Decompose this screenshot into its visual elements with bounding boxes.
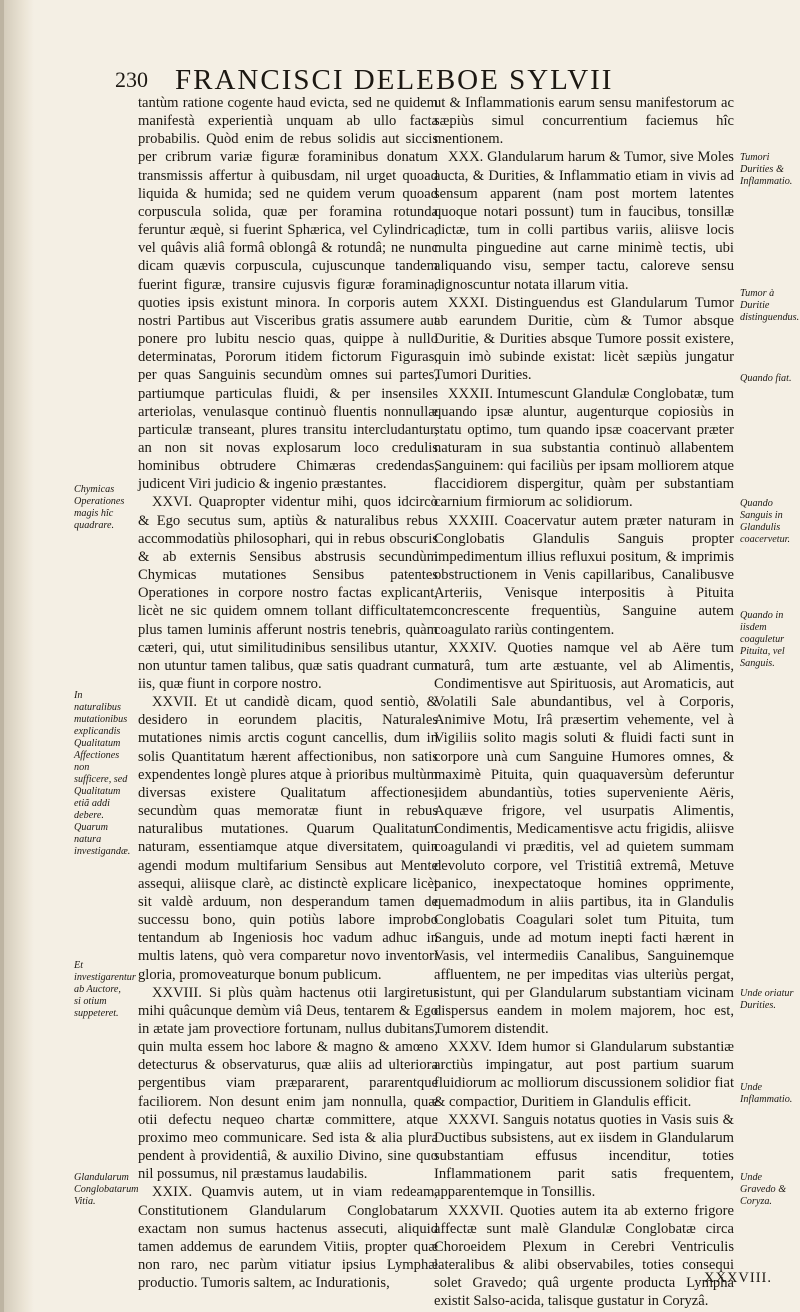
paragraph-text: Quamvis autem, ut in viam redeam, Constitutionem Glandularum Conglobatarum exactam non sumus hactenus assecuti, aliquid tamen addemus de earundem Vitiis, propter quæ non raro, nec parùm vitiatur ipsius Lymphæ productio. Tumoris saltem, ac Indurationis, — [138, 1184, 438, 1292]
section-number: XXXVI. — [448, 1111, 499, 1128]
margin-note: Et investigarentur ab Auctore, si otium suppeteret. — [74, 960, 136, 1019]
paragraph-text: tantùm ratione cogente haud evicta, sed ne quidem manifestà experientià unquam ab ullo facta probabilis. Quòd enim de rebus solidis aut siccis per cribrum variæ figuræ foraminibus donatum transmissis affertur à quibusdam, nil urget quoad liquida & humida; sed ne quidem verum quoad corpuscula solida, quæ per foramina rotunda feruntur æquè, si fuerint Sphærica, vel Cylindrica, vel quâvis aliâ formâ oblongâ & rotundâ; ne nunc dicam quævis corpuscula, cujuscunque tandem fuerint figuræ, transire cujusvis figuræ foramina, quoties ipsis existunt minora. In corporis autem nostri Partibus aut Visceribus gratis assumere aut ponere pro lubitu nescio quas, quippe à nullo determinatas, Pororum itidem fictorum Figuras, per quas Sanguinis secundùm omnes sui partes, partiumque particulas fluidi, & per insensiles arteriolas, venulasque continuò fluentis nonnullæ particulæ transeant, plures transitu intercludantur, an non sit novas explosarum loco credulis hominibus obtrudere Chimæras credendas, judicent Viri judicio & ingenio præstantes. — [138, 95, 438, 493]
running-head: FRANCISCI DELEBOE SYLVII — [175, 63, 614, 96]
paragraph-text: Intumescunt Glandulæ Conglobatæ, tum quando ipsæ aluntur, augenturque copiosiùs in statu optimo, tum quando ipsæ coacervant præter naturam in sua substantia continuò allabentem Sanguinem: qui faciliùs per ipsam molliorem atque flaccidiorem dispergitur, quàm per substantiam carnium firmiorum ac solidiorum. — [434, 385, 734, 511]
paragraph-text: Distinguendus est Glandularum Tumor ab earundem Duritie, cùm & Tumor absque Duritie, & Durities absque Tumore possit existere, quin imò subinde existat: licèt sæpiùs jungatur Tumori Durities. — [434, 294, 734, 384]
margin-note: Tumori Durities & Inflammatio. — [740, 152, 793, 187]
margin-note: Quando in iisdem coaguletur Pituita, vel Sanguis. — [740, 610, 785, 669]
margin-note: Unde Gravedo & Coryza. — [740, 1172, 787, 1207]
section-number: XXXIII. — [448, 512, 498, 529]
section-number: XXVIII. — [152, 984, 202, 1001]
section-number: XXVII. — [152, 694, 197, 711]
paragraph — [434, 385, 734, 512]
margin-note: Chymicas Operationes magis hîc quadrare. — [74, 484, 125, 531]
paragraph-text: Quoties namque vel ab Aëre tum naturâ, tum arte æstuante, vel ab Alimentis, Condimentisve aut Spirituosis, aut Aromaticis, aut Volatili Sale abundantibus, vel à Corporis, Animive Motu, Irâ præsertim vehemente, vel à Vigiliis solito magis soluti & fluidi facti sunt in corpore unà cum Sanguine Humores omnes, & maximè Pituita, quin quaquaversùm deferuntur iidem abundantiùs, toties superveniente Aëris, Aquæve frigore, vel usurpatis Alimentis, Condimentis, Medicamentisve actu frigidis, aliisve coagulandi vi præditis, vel ad quietem summam devoluto corpore, vel Tristitiâ extremâ, Metuve panico, inexpectatoque homines opprimente, quemadmodum in aliis partibus, ita in Glandulis Conglobatis Coagulari solet tum Pituita, tum Sanguis, unde ad motum inepti facti hærent in Vasis, vel intermediis Canalibus, Sanguinemque affluentem, ne per impeditas vias ulteriùs pergat, sistunt, qui per Glandularum substantiam vicinam dispersus eandem in molem majorem, hoc est, Tumorem distendit. — [434, 639, 734, 1037]
margin-note: Glandularum Conglobatarum Vitia. — [74, 1172, 139, 1207]
paragraph-text: Et ut candidè dicam, quod sentiò, & desidero in eorundem placitis, Naturales mutationes nimis arctis cogunt cancellis, dum in solis Quantitatum hærent affectionibus, non satis expendentes longè plures atque à prioribus multùm diversas existere Qualitatum affectiones, secundùm quas memoratæ fiunt in rebus naturalibus mutationes. Quarum Qualitatum naturam, essentiamque atque diversitatem, quin agendi modum multifarium Sensibus aut Mente assequi, aliisque clarè, ac distinctè explicare licèt sit valdè arduum, non desperandum tamen de successu bono, quin potiùs labore improbo tentandum ab Ingeniosis hoc vadum adhuc in multis latens, quò vera comparetur novo inventori gloria, promoveaturque bonum publicum. — [138, 694, 438, 983]
section-number: XXIX. — [152, 1184, 193, 1201]
paragraph — [434, 294, 734, 385]
paragraph-text: Si plùs quàm hactenus otii largiretur mihi quâcunque demùm viâ Deus, tentarem & Ego in ætate jam provectiore fortunam, nullus dubitans, quin multa essem hoc labore & magno & amœno detecturus & observaturus, quæ aliis ad ulteriora pergentibus viam præpararent, pararentque faciliorem. Non desunt enim jam nonnulla, quæ otii defectu nequeo chartæ committere, atque proximo meo communicare. Sed ista & alia plura pendent à providentiâ, & auxilio Divino, sine quo nil possumus, nil præstamus laudabilis. — [138, 984, 438, 1183]
section-number: XXXV. — [448, 1039, 492, 1056]
section-number: XXXVII. — [448, 1202, 504, 1219]
margin-note: Unde Inflammatio. — [740, 1082, 793, 1105]
paragraph-text: Coacervatur autem præter naturam in Conglobatis Glandulis Sanguis propter impedimentum illius refluxui positum, & imprimis obstructionem in Venis capillaribus, Canalibusve Arteriis, Venisque interpositis à Pituita concrescente frequentiùs, Sanguine autem coagulato rariùs contingentem. — [434, 512, 734, 638]
paragraph — [434, 94, 734, 148]
section-number: XXX. — [448, 149, 484, 166]
paragraph-text: ut & Inflammationis earum sensu manifestorum ac sæpiùs simul concurrentium faciemus hîc mentionem. — [434, 95, 734, 148]
paragraph-text: Idem humor si Glandularum substantiæ arctiùs impingatur, aut post partium suarum fluidiorum ac molliorum discussionem solidior fiat & compactior, Duritiem in Glandulis efficit. — [434, 1039, 734, 1110]
catchword: XXXVIII. — [704, 1270, 772, 1286]
margin-note: Quando fiat. — [740, 373, 792, 384]
paragraph — [138, 693, 438, 984]
text-column-left — [138, 94, 438, 1290]
gutter-rule — [0, 0, 4, 1312]
paragraph — [434, 639, 734, 1038]
margin-note: Tumor à Duritie distinguendus. — [740, 288, 800, 323]
section-number: XXXI. — [448, 294, 489, 311]
margin-note: In naturalibus mutationibus explicandis Qualitatum Affectiones non sufficere, sed Qualitatum etiã addi debere. Quarum natura investigandæ. — [74, 690, 131, 857]
paragraph — [434, 1038, 734, 1111]
section-number: XXXIV. — [448, 639, 497, 656]
paragraph — [434, 1202, 734, 1311]
paragraph — [138, 1183, 438, 1292]
paragraph — [434, 512, 734, 639]
paragraph-text: Quoties autem ita ab externo frigore affectæ sunt malè Glandulæ Conglobatæ circa Choroeidem Plexum in Cerebri Ventriculis lateralibus & alibi observabiles, toties consequi solet Gravedo; quâ urgente producta Lympha existit Salso-acida, talisque gustatur in Coryzâ. — [434, 1202, 734, 1310]
section-number: XXVI. — [152, 494, 193, 511]
paragraph — [434, 148, 734, 293]
paragraph-text: Sanguis notatus quoties in Vasis suis & Ductibus subsistens, aut ex iisdem in Glandularum substantiam effusus incenditur, toties Inflammationem parit satis frequentem, apparentemque in Tonsillis. — [434, 1111, 734, 1201]
text-column-right — [434, 94, 734, 1310]
margin-note: Quando Sanguis in Glandulis coacervetur. — [740, 498, 791, 545]
paragraph-text: Quapropter videntur mihi, quos idcircò & Ego secutus sum, aptiùs & naturalibus rebus accommodatiùs philosophari, qui in rebus obscuris & ab externis Sensibus abstrusis secundùm Chymicas mutationes Sensibus patentes Operationes in corpore nostro factas explicant, licèt ne sic quidem omnem tollant difficultatem: plus tamen luminis afferunt nostris tenebris, quàm cæteri, qui, utut similitudinibus sensilibus utantur, non utuntur tamen talibus, quæ satis quadrant cum iis, quæ fiunt in corpore nostro. — [138, 494, 438, 692]
paragraph — [138, 94, 438, 493]
paragraph-text: Glandularum harum & Tumor, sive Moles aucta, & Durities, & Inflammatio etiam in vivis ad sensum apparent (nam post mortem latentes quoque notari possunt) tum in faucibus, tonsillæ dictæ, tum in colli partibus variis, aliisve locis multa pinguedine aut carne minimè tectis, ubi aliquando visu, semper tactu, caloreve sensu dignoscuntur notata illarum vitia. — [434, 149, 734, 293]
page-number: 230 — [115, 67, 148, 92]
section-number: XXXII. — [448, 385, 493, 402]
margin-note: Unde oriatur Durities. — [740, 988, 794, 1011]
paragraph — [138, 493, 438, 693]
paragraph — [138, 984, 438, 1184]
page-gutter — [0, 0, 34, 1312]
paragraph — [434, 1111, 734, 1202]
